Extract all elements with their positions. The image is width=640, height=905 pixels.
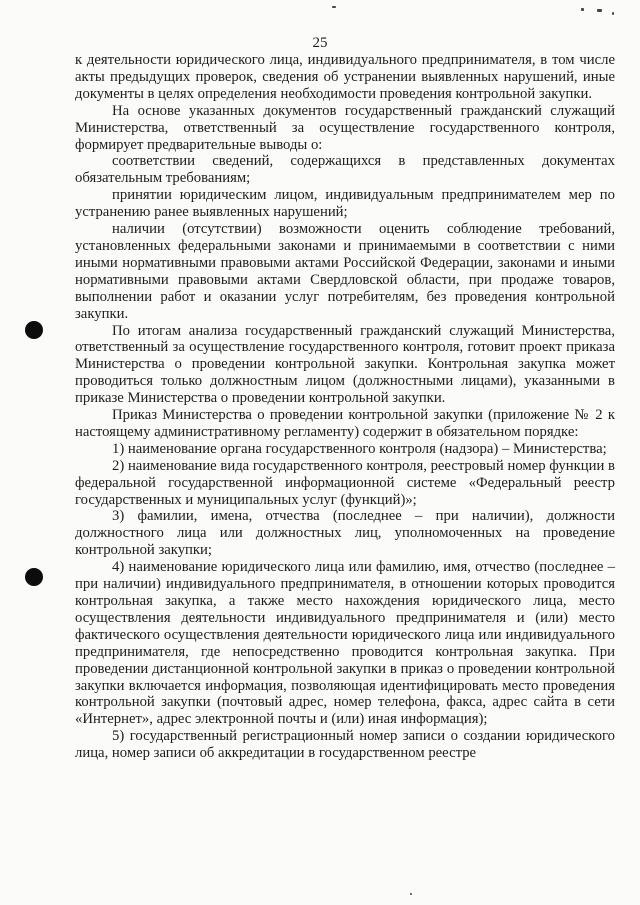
scan-speck	[612, 12, 614, 15]
body-text	[75, 52, 615, 762]
list-item: 1) наименование органа государственного контроля (надзора) – Министерства;	[112, 440, 607, 457]
binder-hole-bottom	[25, 568, 43, 586]
list-item: 5) государственный регистрационный номер записи о создании юридического лица, номер записи об аккредитации в государственном реестре	[75, 728, 615, 762]
binder-hole-top	[25, 321, 43, 339]
scan-speck	[581, 8, 584, 11]
paragraph: к деятельности юридического лица, индивидуального предпринимателя, в том числе акты предыдущих проверок, сведения об устранении выявленных нарушений, иные документы в целях определения необходимости проведения контрольной закупки.	[75, 52, 615, 102]
list-item: 4) наименование юридического лица или фамилию, имя, отчество (последнее – при наличии) индивидуального предпринимателя, в отношении которых проводится контрольная закупка, а также место нахождения юридического лица, место осуществления деятельности индивидуального предпринимателя и (или) место фактического осуществления деятельности юридического лица или индивидуального предпринимателя, где непосредственно проводится контрольная закупка. При проведении дистанционной контрольной закупки в приказ о проведении контрольной закупки включается информация, позволяющая идентифицировать место проведения контрольной закупки (почтовый адрес, номер телефона, факса, адрес сайта в сети «Интернет», адрес электронной почты и (или) иная информация);	[75, 559, 615, 728]
page-number: 25	[312, 35, 328, 51]
list-item: 2) наименование вида государственного контроля, реестровый номер функции в федеральной государственной информационной системе «Федеральный реестр государственных и муниципальных услуг (функций)»;	[75, 457, 615, 508]
scan-speck	[332, 6, 336, 8]
paragraph: Приказ Министерства о проведении контрольной закупки (приложение № 2 к настоящему административному регламенту) содержит в обязательном порядке:	[75, 407, 615, 440]
paragraph: На основе указанных документов государственный гражданский служащий Министерства, ответственный за осуществление государственного контроля, формирует предварительные выводы о:	[75, 102, 615, 153]
list-item: 3) фамилии, имена, отчества (последнее – при наличии), должности должностного лица или должностных лиц, уполномоченных на проведение контрольной закупки;	[75, 508, 615, 559]
scan-speck	[597, 9, 602, 12]
paragraph: соответствии сведений, содержащихся в представленных документах обязательным требованиям;	[75, 153, 615, 187]
paragraph: принятии юридическим лицом, индивидуальным предпринимателем мер по устранению ранее выявленных нарушений;	[75, 187, 615, 221]
scan-speck	[410, 893, 412, 895]
paragraph: наличии (отсутствии) возможности оценить соблюдение требований, установленных федеральными законами и принимаемыми в соответствии с ними иными нормативными правовыми актами Российской Федерации, законами и иными нормативными правовыми актами Свердловской области, при продаже товаров, выполнении работ и оказании услуг потребителям, без проведения контрольной закупки.	[75, 221, 615, 322]
paragraph: По итогам анализа государственный гражданский служащий Министерства, ответственный за осуществление государственного контроля, готовит проект приказа Министерства о проведении контрольной закупки. Контрольная закупка может проводиться только должностным лицом (должностными лицами), указанными в приказе Министерства о проведении контрольной закупки.	[75, 322, 615, 407]
